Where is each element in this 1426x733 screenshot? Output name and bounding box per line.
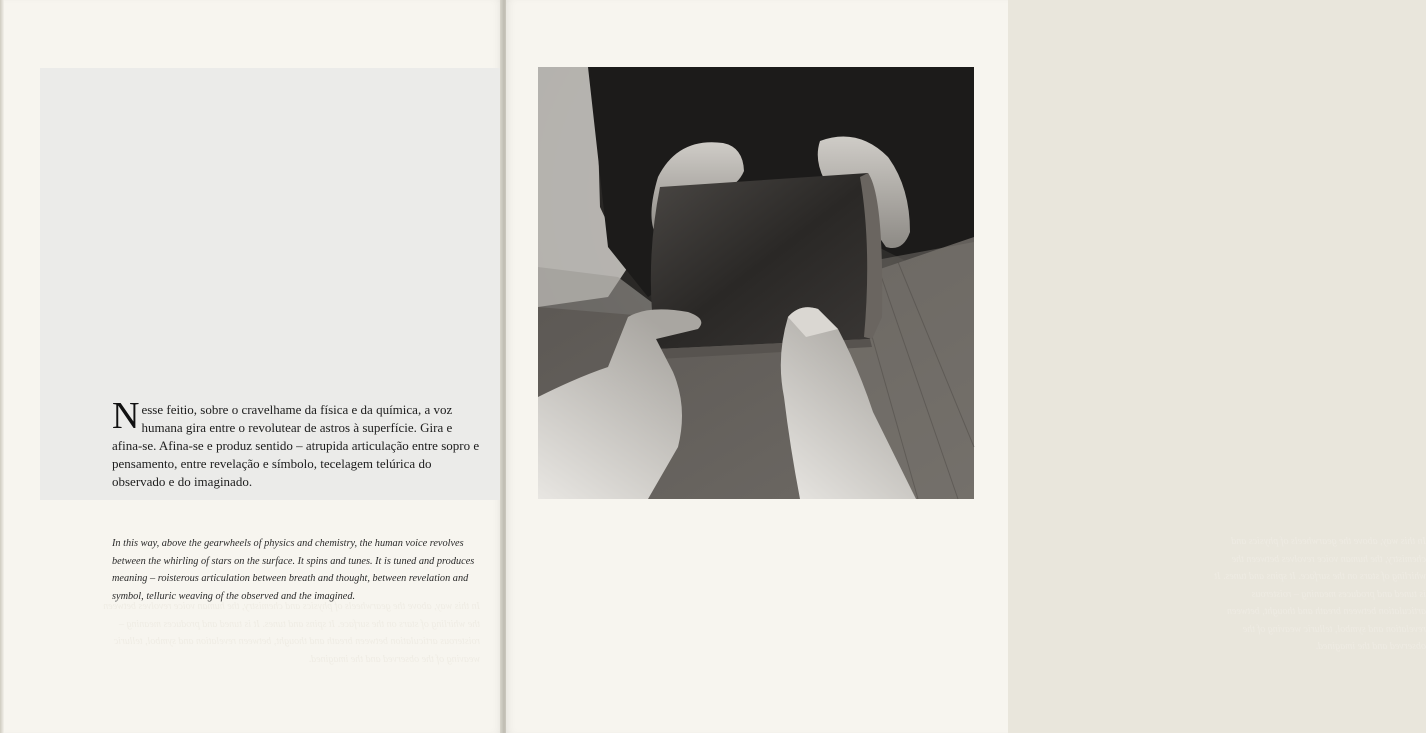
- portuguese-text: esse feitio, sobre o cravelhame da física e da química, a voz humana gira entre o revolutear de astros à superfície. Gira e afina-se. Afina-se e produz sentido – atrupida articulação entre sopro e pensamento, entre revelação e símbolo, tecelagem telúrica do observado e do imaginado.: [112, 402, 480, 489]
- show-through-text: [100, 598, 480, 668]
- hands-holding-book-photo: [538, 67, 974, 499]
- photo-illustration: [538, 67, 974, 499]
- page-edge: [0, 0, 4, 733]
- portuguese-paragraph: [112, 395, 482, 491]
- show-through-text-right: [1206, 533, 1426, 656]
- left-page: [0, 0, 502, 733]
- drop-cap: N: [112, 395, 140, 437]
- english-paragraph: In this way, above the gearwheels of physics and chemistry, the human voice revolves between the whirling of stars on the surface. It spins and tunes. It is tuned and produces meaning – roisterous articulation between breath and thought, between revelation and symbol, telluric weaving of the observed and the imagined.: [112, 538, 475, 602]
- show-through-text-right-body: In this way, above the gearwheels of physics and chemistry, the human voice revolves between the whirling of stars on the surface. It spins and tunes. It is tuned and produces meaning – roisterous articulation between breath and thought, between revelation and symbol, telluric weaving of the observed and the imagined.: [1214, 536, 1426, 652]
- show-through-text-body: In this way, above the gearwheels of physics and chemistry, the human voice revolves between the whirling of stars on the surface. It spins and tunes. It is tuned and produces meaning – roisterous articulation between breath and thought, between revelation and symbol, telluric weaving of the observed and the imagined.: [103, 601, 480, 665]
